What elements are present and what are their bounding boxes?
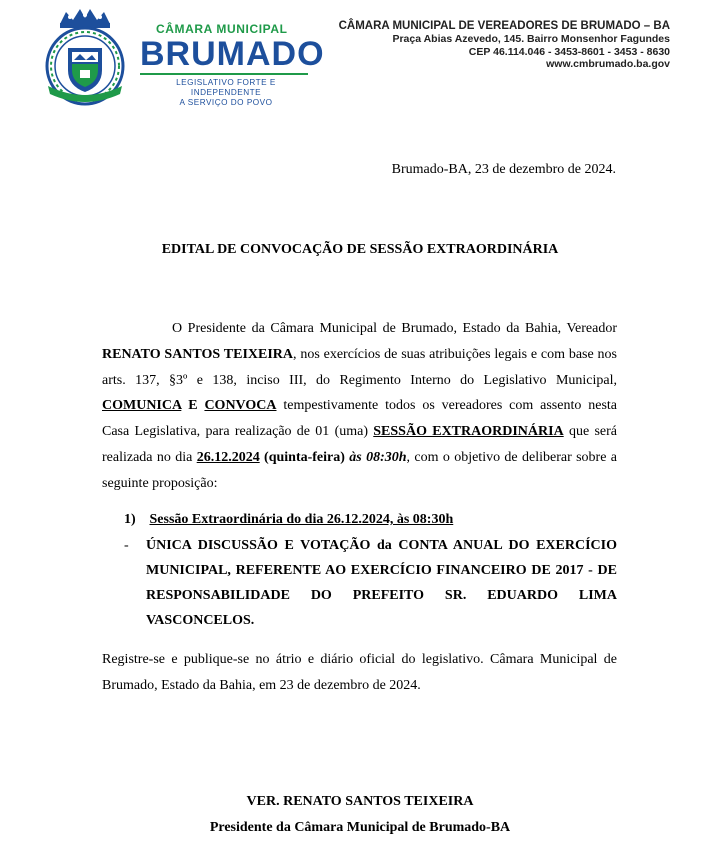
letterhead — [0, 0, 720, 115]
brand-top-text: CÂMARA MUNICIPAL — [156, 22, 288, 36]
contact-phone: CEP 46.114.046 - 3453-8601 - 3453 - 8630 — [468, 45, 670, 58]
paragraph-convocation — [102, 316, 617, 497]
brand-slogan-line2: A SERVIÇO DO POVO — [179, 98, 273, 107]
p1-text-1: O Presidente da Câmara Municipal de Brumado, Estado da Bahia, Vereador — [172, 321, 617, 336]
session-weekday: (quinta-feira) — [259, 449, 345, 465]
contact-website: www.cmbrumado.ba.gov — [546, 58, 670, 70]
signature-name: VER. RENATO SANTOS TEIXEIRA — [246, 794, 474, 809]
e-word: E — [181, 398, 205, 414]
contact-title: CÂMARA MUNICIPAL DE VEREADORES DE BRUMADO – BA — [338, 20, 670, 32]
signature-role: Presidente da Câmara Municipal de Brumado-BA — [209, 820, 511, 835]
president-name: RENATO SANTOS TEIXEIRA — [102, 346, 294, 362]
agenda-item-detail — [124, 533, 617, 633]
contact-address: Praça Abias Azevedo, 145. Bairro Monsenhor Fagundes — [392, 33, 670, 45]
agenda-item-number: 1) — [124, 512, 136, 527]
brand-main-text: BRUMADO — [140, 35, 325, 73]
agenda-dash: - — [124, 538, 129, 553]
comunica-word: COMUNICA — [102, 398, 182, 414]
p1-text-5: , com o objetivo de deliberar sobre a seguinte proposição: — [102, 449, 617, 491]
contact-block — [339, 20, 670, 71]
convoca-word: CONVOCA — [204, 398, 277, 414]
session-time: às 08:30h — [344, 449, 407, 465]
agenda-item-title: Sessão Extraordinária do dia 26.12.2024, às 08:30h — [149, 512, 454, 527]
document-title: EDITAL DE CONVOCAÇÃO DE SESSÃO EXTRAORDINÁRIA — [161, 242, 559, 257]
p1-text-3: tempestivamente todos os vereadores com assento nesta Casa Legislativa, para realização de 01 (uma) — [102, 398, 617, 440]
paragraph-closing: Registre-se e publique-se no átrio e diário oficial do legislativo. Câmara Municipal de Brumado, Estado da Bahia, em 23 de dezembro de 2024. — [102, 652, 617, 693]
brand-divider — [140, 73, 308, 75]
municipal-seal-icon — [40, 6, 130, 110]
p1-text-2: , nos exercícios de suas atribuições legais e com base nos arts. 137, §3º e 138, inciso III, do Regimento Interno do Legislativo Municipal, — [102, 346, 617, 388]
document-date: Brumado-BA, 23 de dezembro de 2024. — [391, 162, 616, 177]
p1-text-4: que será realizada no dia — [102, 424, 617, 465]
agenda-item-description: ÚNICA DISCUSSÃO E VOTAÇÃO da CONTA ANUAL DO EXERCÍCIO MUNICIPAL, REFERENTE AO EXERCÍCIO FINANCEIRO DE 2017 - DE RESPONSABILIDADE DO PREFEITO SR. EDUARDO LIMA VASCONCELOS. — [146, 538, 617, 628]
brand-block — [140, 22, 325, 108]
brand-slogan-line1: LEGISLATIVO FORTE E INDEPENDENTE — [176, 78, 276, 97]
session-type: SESSÃO EXTRAORDINÁRIA — [373, 424, 564, 440]
session-date: 26.12.2024 — [196, 449, 260, 465]
agenda-item-heading — [124, 508, 453, 532]
